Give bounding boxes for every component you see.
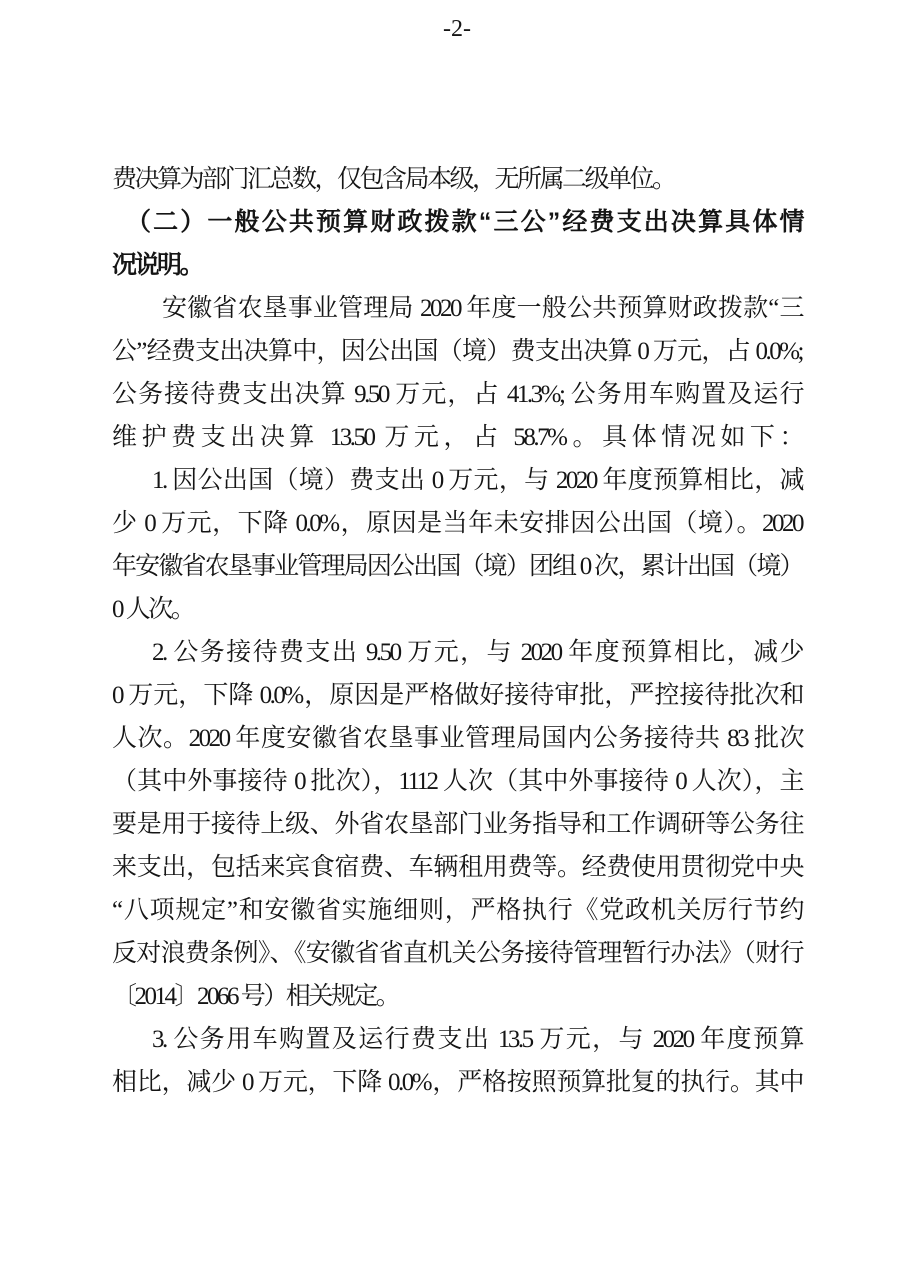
text-line: 要是用于接待上级、外省农垦部门业务指导和工作调研等公务往 [112, 811, 802, 838]
text-line: 年安徽省农垦事业管理局因公出国（境）团组 0 次，累计出国（境） [112, 553, 802, 580]
text-line: 人次。2020 年度安徽省农垦事业管理局国内公务接待共 83 批次 [112, 725, 802, 752]
heading-line: （二）一般公共预算财政拨款“三公”经费支出决算具体情 [126, 208, 802, 236]
document-body [112, 158, 802, 1104]
heading-line: 况说明。 [112, 251, 203, 279]
text-line: 来支出，包括来宾食宿费、车辆租用费等。经费使用贯彻党中央 [112, 854, 802, 881]
text-line: 〔2014〕2066 号）相关规定。 [112, 983, 399, 1010]
text-line: 费决算为部门汇总数，仅包含局本级，无所属二级单位。 [112, 166, 675, 193]
page-number: -2- [443, 16, 471, 42]
text-line: 公务接待费支出决算 9.50 万元，占 41.3%; 公务用车购置及运行 [112, 381, 802, 408]
text-line: （其中外事接待 0 批次），1112 人次（其中外事接待 0 人次），主 [112, 768, 802, 795]
text-line: 维护费支出决算 13.50 万元，占 58.7%。具体情况如下： [112, 424, 802, 451]
text-line: 少 0 万元，下降 0.0%，原因是当年未安排因公出国（境）。2020 [112, 510, 802, 537]
text-line: “八项规定”和安徽省实施细则，严格执行《党政机关厉行节约 [112, 897, 802, 924]
text-line: 反对浪费条例》、《安徽省省直机关公务接待管理暂行办法》（财行 [112, 940, 802, 967]
text-line: 安徽省农垦事业管理局 2020 年度一般公共预算财政拨款“三 [162, 295, 802, 322]
text-line: 公”经费支出决算中，因公出国（境）费支出决算 0 万元，占 0.0%; [112, 338, 802, 365]
text-line: 2. 公务接待费支出 9.50 万元，与 2020 年度预算相比，减少 [152, 639, 802, 666]
text-line: 相比，减少 0 万元，下降 0.0%，严格按照预算批复的执行。其中 [112, 1069, 802, 1096]
text-line: 0 万元，下降 0.0%，原因是严格做好接待审批，严控接待批次和 [112, 682, 802, 709]
text-line: 1. 因公出国（境）费支出 0 万元，与 2020 年度预算相比，减 [152, 467, 802, 494]
text-line: 3. 公务用车购置及运行费支出 13.5 万元，与 2020 年度预算 [152, 1026, 802, 1053]
text-line: 0 人次。 [112, 596, 194, 623]
